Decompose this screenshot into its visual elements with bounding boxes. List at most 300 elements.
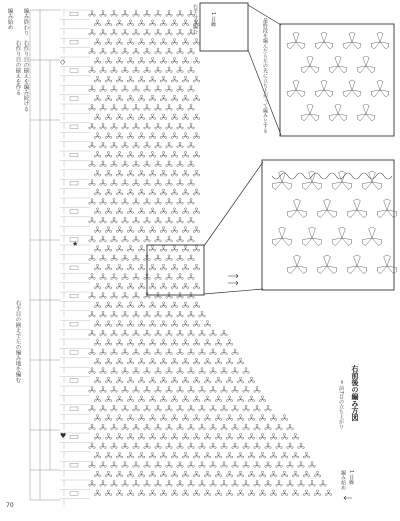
mesh-motif (94, 227, 100, 233)
mesh-motif (138, 339, 144, 345)
mesh-motif (89, 104, 95, 110)
mesh-motif (155, 67, 161, 73)
mesh-motif (149, 57, 155, 63)
mesh-motif (259, 433, 265, 439)
mesh-motif (100, 236, 106, 242)
mesh-motif (177, 67, 183, 73)
mesh-motif (215, 358, 221, 364)
mesh-motif (155, 123, 161, 129)
mesh-motif (155, 180, 161, 186)
mesh-motif (259, 471, 265, 477)
mesh-motif (248, 396, 254, 402)
mesh-motif (254, 405, 260, 411)
mesh-motif (133, 104, 139, 110)
mesh-motif (199, 368, 205, 374)
mesh-motif (193, 245, 199, 251)
mesh-motif (155, 424, 161, 430)
mesh-motif (127, 189, 133, 195)
mesh-motif (89, 10, 95, 16)
mesh-motif (144, 123, 150, 129)
mesh-motif (226, 339, 232, 345)
mesh-motif (144, 368, 150, 374)
mesh-motif (100, 10, 106, 16)
mesh-motif (105, 114, 111, 120)
mesh-motif (105, 76, 111, 82)
mesh-motif (182, 264, 188, 270)
mesh-motif (243, 368, 249, 374)
mesh-motif (254, 443, 260, 449)
mesh-motif (111, 86, 117, 92)
bottom-right-label: 編み始め (340, 470, 346, 490)
mesh-motif (105, 170, 111, 176)
mesh-motif (199, 443, 205, 449)
mesh-motif (221, 443, 227, 449)
mesh-motif (226, 377, 232, 383)
mesh-motif (122, 10, 128, 16)
mesh-motif (177, 443, 183, 449)
mesh-motif (138, 396, 144, 402)
marker-heart: ♥ (60, 432, 67, 440)
mesh-motif (149, 170, 155, 176)
mesh-motif (166, 86, 172, 92)
mesh-motif (144, 330, 150, 336)
mesh-motif (276, 462, 282, 468)
mesh-motif (127, 114, 133, 120)
mesh-motif (105, 95, 111, 101)
mesh-motif (188, 274, 194, 280)
mesh-motif (100, 123, 106, 129)
mesh-motif (226, 471, 232, 477)
mesh-motif (210, 405, 216, 411)
mesh-motif (171, 39, 177, 45)
mesh-motif (138, 302, 144, 308)
mesh-motif (171, 452, 177, 458)
mesh-motif (133, 405, 139, 411)
mesh-motif (166, 236, 172, 242)
mesh-motif (155, 48, 161, 54)
mesh-motif (182, 471, 188, 477)
mesh-motif (144, 48, 150, 54)
mesh-motif (171, 170, 177, 176)
mesh-motif (204, 490, 210, 496)
mesh-motif (100, 104, 106, 110)
mesh-motif (94, 415, 100, 421)
mesh-motif (160, 151, 166, 157)
mesh-motif (94, 283, 100, 289)
mesh-motif (155, 161, 161, 167)
mesh-motif (94, 358, 100, 364)
mesh-motif (100, 180, 106, 186)
mesh-motif (160, 76, 166, 82)
mesh-motif (155, 368, 161, 374)
mesh-motif (182, 133, 188, 139)
mesh-motif (166, 180, 172, 186)
mesh-motif (127, 452, 133, 458)
mesh-motif (171, 227, 177, 233)
mesh-motif (122, 274, 128, 280)
mesh-motif (188, 142, 194, 148)
mesh-motif (314, 490, 320, 496)
mesh-motif (89, 123, 95, 129)
mesh-motif (171, 76, 177, 82)
mesh-motif (133, 123, 139, 129)
mesh-motif (171, 264, 177, 270)
mesh-motif (188, 330, 194, 336)
mesh-motif (116, 76, 122, 82)
mesh-motif (94, 133, 100, 139)
mesh-motif (100, 480, 106, 486)
mesh-motif (221, 386, 227, 392)
mesh-motif (122, 368, 128, 374)
mesh-motif (105, 151, 111, 157)
left-note-mid3: 右作り目の揃えを編み続ける (22, 40, 29, 112)
mesh-motif (122, 349, 128, 355)
mesh-motif (122, 48, 128, 54)
mesh-motif (160, 95, 166, 101)
row-marker (70, 379, 78, 383)
mesh-motif (149, 433, 155, 439)
mesh-motif (94, 396, 100, 402)
mesh-motif (199, 330, 205, 336)
mesh-motif (215, 471, 221, 477)
zoom-connector (204, 162, 263, 246)
mesh-motif (100, 86, 106, 92)
mesh-motif (116, 151, 122, 157)
mesh-motif (155, 217, 161, 223)
mesh-motif (133, 10, 139, 16)
mesh-motif (155, 86, 161, 92)
mesh-motif (89, 217, 95, 223)
mesh-motif (177, 255, 183, 261)
mesh-motif (254, 462, 260, 468)
mesh-motif (127, 39, 133, 45)
mesh-motif (127, 57, 133, 63)
mesh-motif (149, 264, 155, 270)
mesh-motif (138, 433, 144, 439)
mesh-motif (138, 358, 144, 364)
mesh-motif (105, 321, 111, 327)
mesh-motif (138, 133, 144, 139)
mesh-motif (105, 189, 111, 195)
mesh-motif (166, 142, 172, 148)
mesh-motif (138, 208, 144, 214)
mesh-motif (144, 349, 150, 355)
mesh-motif (204, 396, 210, 402)
mesh-motif (265, 443, 271, 449)
mesh-motif (138, 95, 144, 101)
mesh-motif (160, 283, 166, 289)
mesh-motif (182, 321, 188, 327)
mesh-motif (188, 217, 194, 223)
mesh-motif (248, 452, 254, 458)
mesh-motif (166, 311, 172, 317)
mesh-motif (188, 48, 194, 54)
row-marker (70, 181, 78, 185)
mesh-motif (111, 386, 117, 392)
mesh-motif (160, 39, 166, 45)
row-marker (70, 492, 78, 496)
mesh-motif (193, 76, 199, 82)
mesh-motif (215, 490, 221, 496)
mesh-motif (122, 405, 128, 411)
mesh-motif (166, 443, 172, 449)
mesh-motif (160, 245, 166, 251)
mesh-motif (133, 67, 139, 73)
mesh-motif (166, 48, 172, 54)
mesh-motif (144, 462, 150, 468)
mesh-motif (127, 95, 133, 101)
mesh-motif (105, 490, 111, 496)
mesh-motif (199, 480, 205, 486)
mesh-motif (127, 377, 133, 383)
mesh-motif (127, 433, 133, 439)
mesh-motif (144, 443, 150, 449)
mesh-motif (94, 245, 100, 251)
mesh-motif (204, 321, 210, 327)
mesh-motif (171, 471, 177, 477)
mesh-motif (193, 415, 199, 421)
mesh-motif (177, 123, 183, 129)
mesh-motif (155, 349, 161, 355)
mesh-motif (105, 39, 111, 45)
row-marker (70, 407, 78, 411)
mesh-motif (171, 95, 177, 101)
mesh-motif (166, 330, 172, 336)
mesh-motif (193, 283, 199, 289)
mesh-motif (127, 358, 133, 364)
mesh-motif (100, 311, 106, 317)
mesh-motif (111, 424, 117, 430)
mesh-motif (188, 198, 194, 204)
mesh-motif (193, 264, 199, 270)
mesh-motif (166, 104, 172, 110)
mesh-motif (210, 349, 216, 355)
mesh-motif (270, 415, 276, 421)
mesh-motif (160, 358, 166, 364)
mesh-motif (160, 302, 166, 308)
mesh-motif (149, 189, 155, 195)
mesh-motif (188, 104, 194, 110)
mesh-motif (155, 29, 161, 35)
mesh-motif (144, 311, 150, 317)
mesh-motif (171, 396, 177, 402)
mesh-motif (138, 39, 144, 45)
mesh-motif (116, 377, 122, 383)
mesh-motif (281, 452, 287, 458)
left-note-mid1: 右作り目の揃えを作る (14, 40, 21, 95)
mesh-motif (127, 151, 133, 157)
mesh-motif (166, 368, 172, 374)
mesh-motif (160, 433, 166, 439)
mesh-motif (243, 424, 249, 430)
mesh-motif (133, 330, 139, 336)
mesh-motif (182, 396, 188, 402)
mesh-motif (149, 358, 155, 364)
mesh-motif (111, 10, 117, 16)
mesh-motif (122, 424, 128, 430)
mesh-motif (193, 321, 199, 327)
mesh-motif (100, 462, 106, 468)
mesh-motif (232, 405, 238, 411)
mesh-motif (138, 471, 144, 477)
mesh-motif (221, 462, 227, 468)
mesh-motif (149, 452, 155, 458)
mesh-motif (89, 386, 95, 392)
mesh-motif (188, 443, 194, 449)
mesh-motif (149, 283, 155, 289)
mesh-motif (160, 133, 166, 139)
mesh-motif (111, 462, 117, 468)
mesh-motif (155, 405, 161, 411)
mesh-motif (188, 368, 194, 374)
mesh-motif (122, 161, 128, 167)
right-top-note: 最終段を編んだら左の先に立ち上がって編みとする (262, 18, 268, 133)
mesh-motif (127, 415, 133, 421)
mesh-motif (215, 339, 221, 345)
row-marker (70, 210, 78, 214)
mesh-motif (171, 151, 177, 157)
mesh-motif (116, 170, 122, 176)
mesh-motif (100, 255, 106, 261)
mesh-motif (111, 198, 117, 204)
mesh-motif (111, 161, 117, 167)
mesh-motif (111, 330, 117, 336)
mesh-motif (177, 142, 183, 148)
arrow-icon (344, 496, 352, 500)
mesh-motif (94, 377, 100, 383)
mesh-motif (94, 433, 100, 439)
mesh-motif (89, 236, 95, 242)
row-marker (70, 40, 78, 44)
mesh-motif (122, 255, 128, 261)
mesh-motif (100, 48, 106, 54)
mesh-motif (89, 368, 95, 374)
mesh-motif (100, 424, 106, 430)
mesh-motif (232, 480, 238, 486)
row-marker (70, 463, 78, 467)
mesh-motif (105, 471, 111, 477)
mesh-motif (105, 433, 111, 439)
mesh-motif (193, 490, 199, 496)
mesh-motif (265, 480, 271, 486)
mesh-motif (144, 104, 150, 110)
mesh-motif (166, 386, 172, 392)
mesh-motif (193, 433, 199, 439)
mesh-motif (188, 349, 194, 355)
mesh-motif (111, 349, 117, 355)
mesh-motif (160, 170, 166, 176)
mesh-motif (144, 10, 150, 16)
mesh-motif (215, 377, 221, 383)
mesh-motif (171, 283, 177, 289)
mesh-motif (94, 302, 100, 308)
mesh-motif (292, 490, 298, 496)
mesh-motif (89, 292, 95, 298)
mesh-motif (281, 433, 287, 439)
mesh-motif (210, 386, 216, 392)
mesh-motif (133, 349, 139, 355)
mesh-motif (259, 396, 265, 402)
mesh-motif (133, 48, 139, 54)
mesh-motif (259, 415, 265, 421)
mesh-motif (127, 76, 133, 82)
mesh-motif (105, 20, 111, 26)
mesh-motif (138, 490, 144, 496)
mesh-motif (166, 67, 172, 73)
mesh-motif (149, 95, 155, 101)
mesh-motif (188, 462, 194, 468)
mesh-motif (155, 480, 161, 486)
mesh-motif (193, 151, 199, 157)
mesh-motif (199, 386, 205, 392)
mesh-motif (188, 180, 194, 186)
mesh-motif (127, 396, 133, 402)
mesh-motif (122, 67, 128, 73)
mesh-motif (254, 386, 260, 392)
mesh-motif (127, 321, 133, 327)
mesh-motif (100, 217, 106, 223)
mesh-motif (127, 20, 133, 26)
mesh-motif (182, 208, 188, 214)
mesh-motif (193, 302, 199, 308)
mesh-motif (177, 424, 183, 430)
mesh-motif (89, 198, 95, 204)
mesh-motif (138, 452, 144, 458)
mesh-motif (100, 161, 106, 167)
mesh-motif (166, 462, 172, 468)
mesh-motif (281, 490, 287, 496)
mesh-motif (160, 452, 166, 458)
mesh-motif (155, 462, 161, 468)
mesh-motif (193, 189, 199, 195)
mesh-motif (100, 386, 106, 392)
mesh-motif (105, 358, 111, 364)
mesh-motif (155, 10, 161, 16)
mesh-motif (270, 452, 276, 458)
mesh-motif (226, 452, 232, 458)
mesh-motif (105, 133, 111, 139)
mesh-motif (116, 208, 122, 214)
mesh-motif (144, 161, 150, 167)
mesh-motif (105, 377, 111, 383)
mesh-motif (188, 386, 194, 392)
mesh-motif (232, 443, 238, 449)
mesh-motif (149, 490, 155, 496)
mesh-motif (100, 443, 106, 449)
mesh-motif (149, 39, 155, 45)
mesh-motif (122, 180, 128, 186)
mesh-motif (160, 227, 166, 233)
mesh-motif (138, 283, 144, 289)
mesh-motif (155, 255, 161, 261)
mesh-motif (221, 368, 227, 374)
mesh-motif (188, 405, 194, 411)
mesh-motif (133, 180, 139, 186)
mesh-motif (325, 490, 331, 496)
mesh-motif (243, 480, 249, 486)
mesh-motif (160, 189, 166, 195)
highlight-box-top (200, 3, 248, 51)
mesh-motif (100, 292, 106, 298)
mesh-motif (100, 405, 106, 411)
mesh-motif (94, 339, 100, 345)
mesh-motif (177, 274, 183, 280)
mesh-motif (226, 358, 232, 364)
mesh-motif (177, 180, 183, 186)
mesh-motif (133, 311, 139, 317)
mesh-motif (243, 405, 249, 411)
mesh-motif (116, 302, 122, 308)
